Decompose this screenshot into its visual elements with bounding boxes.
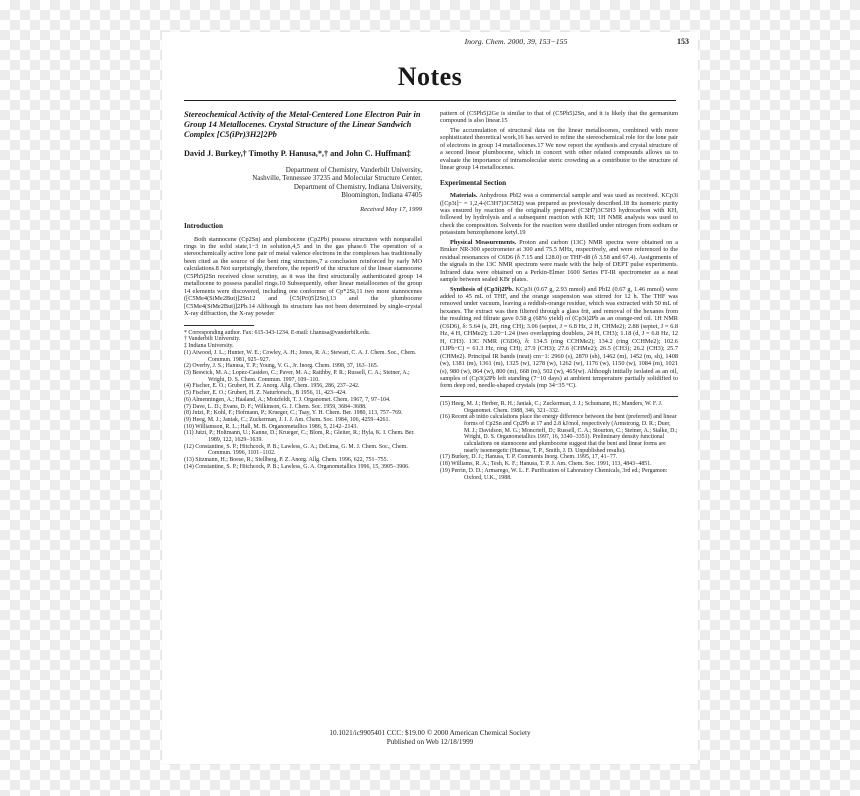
affiliation-line: Department of Chemistry, Indiana University, bbox=[293, 182, 422, 191]
run-in-heading: Materials. bbox=[450, 192, 478, 200]
reference-item: (3) Beswick, M. A.; Lopez-Casideo, C.; Paver, M. A.; Raithby, P. R.; Russell, C. A.; Steiner, A.; Wright, D. S. Chem. Commun. 1997, 109−110. bbox=[184, 370, 410, 383]
introduction-paragraph: Both stannocene (Cp2Sn) and plumbocene (Cp2Pb) possess structures with nonparallel rings in the solid state,1−3 in solution,4,5 and in the gas phase.6 The operation of a stereochemically active lone pair of metal valence electrons in the complexes has traditionally been cited as the source of the bent ring structures,7 a conclusion reinforced by early MO calculations.8 Not surprisingly, therefore, the report9 of the structure of the linear stannocene (C5Ph5)2Sn received close scrutiny, as it was the first structurally authenticated group 14 metallocene to possess parallel rings.10 Subsequently, other linear metallocenes of the group 14 elements were discovered, including one conformer of Cp*2Si,11 two more stannocenes ([C5Me4(SiMe2But)]2Sn12 and [C5(Pri)5]2Sn),13 and the plumbocene [C5Me4(SiMe2But)]2Pb.14 Although its structure has not been determined by single-crystal X-ray diffraction, the X-ray powder bbox=[184, 235, 422, 318]
experimental-paragraph bbox=[440, 286, 678, 390]
article-title: Stereochemical Activity of the Metal-Centered Lone Electron Pair in Group 14 Metallocenes. Crystal Structure of the Linear Sandwich Complex [C5(iPr)3H2]2Pb bbox=[184, 110, 421, 140]
reference-item: (15) Heeg, M. J.; Herber, R. H.; Janiak, C.; Zuckerman, J. J.; Schumann, H.; Manders, W. F. J. Organomet. Chem. 1988, 346, 321−332. bbox=[440, 400, 663, 414]
paragraph-text: Proton and carbon (13C) NMR spectra were obtained on a Bruker NR-300 spectrometer at 300 and 75.5 MHz, respectively, and were referenced to the residual resonances of C6D6 (δ 7.15 and 128.0) or THF-d8 (δ 3.58 and 67.4). Assignments of the signals in the 13C NMR spectrum were made with the help of DEPT pulse experiments. Infrared data were obtained on a Perkin-Elmer 1600 Series FT-IR spectrometer as a neat sample between sealed KBr plates. bbox=[440, 238, 678, 284]
paragraph-text: Anhydrous PbI2 was a commercial sample and was used as received. KCp3i ([Cp3i]− = 1,2,4-(C3H7)3C5H2) was prepared as previously described.18 Its isomeric purity was ensured by reaction of the originally prepared (C3H7)3C5H3 hydrocarbon with KH, followed by hydrolysis and a subsequent reaction with KH; 1H NMR analysis was used to check the composition. Solvents for the reaction were distilled under nitrogen from sodium or potassium benzophenone ketyl.19 bbox=[440, 192, 678, 237]
footnote: * Corresponding author. Fax: 615-343-1234. E-mail: t.hanusa@vanderbilt.edu. bbox=[184, 329, 371, 336]
header-rule bbox=[184, 100, 676, 101]
reference-item: (18) Williams, R. A.; Tesh, K. F.; Hanusa, T. P. J. Am. Chem. Soc. 1991, 113, 4843−4851. bbox=[440, 461, 652, 468]
intro-paragraph: The accumulation of structural data on the linear metallocenes, combined with more sophisticated theoretical work,16 has served to refine the stereochemical role for the lone pair of electrons in group 14 metallocenes.17 We now report the synthesis and crystal structure of a second linear plumbocene, which in concert with other related compounds allows us to evaluate the importance of intramolecular steric crowding as a contributor to the structure of linear group 14 metallocenes. bbox=[440, 126, 678, 172]
reference-list-right bbox=[440, 401, 678, 481]
journal-page bbox=[162, 32, 698, 764]
reference-item: (7) Dave, L. D.; Evans, D. F.; Wilkinson, G. J. Chem. Soc. 1959, 3684−3688. bbox=[184, 403, 367, 410]
page-number: 153 bbox=[677, 37, 689, 46]
reference-list-left bbox=[184, 350, 422, 471]
running-head: Inorg. Chem. 2000, 39, 153−155 bbox=[464, 37, 568, 46]
introduction-heading: Introduction bbox=[184, 222, 224, 231]
reference-item: (11) Jutzi, P.; Holtmann, U.; Kanne, D.; Krueger, C.; Blom, R.; Gleiter, R.; Hyla, K. I. Chem. Ber. 1989, 122, 1629−1639. bbox=[184, 430, 415, 444]
footnote-rule bbox=[184, 325, 254, 326]
affiliation-line: Bloomington, Indiana 47405 bbox=[341, 191, 422, 200]
intro-continuation: pattern of (C5Ph5)2Ge is similar to that of (C5Ph5)2Sn, and it is likely that the germanium compound is also linear.15 bbox=[440, 110, 678, 125]
footnote: ‡ Indiana University. bbox=[184, 343, 234, 350]
reference-item: (5) Fischer, E. O.; Grubert, H. Z. Naturforsch., B 1956, 11, 423−424. bbox=[184, 390, 347, 397]
reference-item: (17) Burkey, D. J.; Hanusa, T. P. Comments Inorg. Chem. 1995, 17, 41−77. bbox=[440, 454, 618, 461]
affiliation-line: Nashville, Tennessee 37235 and Molecular Structure Center, bbox=[252, 174, 422, 183]
author-list: David J. Burkey,† Timothy P. Hanusa,*,† and John C. Huffman‡ bbox=[184, 148, 411, 158]
experimental-heading: Experimental Section bbox=[440, 178, 507, 187]
footnote: † Vanderbilt University. bbox=[184, 336, 241, 343]
reference-item: (12) Constantine, S. P.; Hitchcock, P. B.; Lawless, G. A.; DeLima, G. M. J. Chem. Soc., Chem. Commun. 1996, 1101−1102. bbox=[184, 443, 408, 457]
run-in-heading: Physical Measurements. bbox=[450, 238, 517, 246]
reference-item: (8) Jutzi, P.; Kohl, F.; Hofmann, P.; Krueger, C.; Tsay, Y. H. Chem. Ber. 1980, 113, 757−769. bbox=[184, 410, 403, 417]
section-label: Notes bbox=[397, 62, 463, 91]
reference-item: (1) Atwood, J. L.; Hunter, W. E.; Cowley, A. H.; Jones, R. A.; Stewart, C. A. J. Chem. Soc., Chem. Commun. 1981, 925−927. bbox=[184, 349, 417, 363]
reference-item: (6) Almenningen, A.; Haaland, A.; Motzfeldt, T. J. Organomet. Chem. 1967, 7, 97−104. bbox=[184, 396, 391, 403]
reference-item: (16) Recent ab initio calculations place the energy difference between the bent (preferred) and linear forms of Cp2Sn and Cp2Pb at 17 and 2.8 kJ/mol, respectively (Armstrong, D. R.; Duer, M. J.; Davidson, M. G.; Moncrieff, D.; Russell, C. A.; Stourton, C.; Steiner, A.; Stalke, D.; Wright, D. S. Organometallics 1997, 16, 3340−3351). Preliminary density functional calculations on stannocene and plumbocene suggest that the bent and linear forms are nearly isoenergetic (Hanusa, T. P., Smith, J. D. Unpublished results). bbox=[440, 414, 678, 454]
right-column bbox=[440, 110, 678, 481]
doi-line: 10.1021/ic9905401 CCC: $19.00 © 2000 American Chemical Society bbox=[329, 729, 531, 737]
paragraph-text: KCp3i (0.67 g, 2.93 mmol) and PbI2 (0.67 g, 1.46 mmol) were added to 45 mL of THF, and the orange suspension was stirred for 12 h. The THF was removed under vacuum, leaving a reddish-orange residue, which was extracted with 50 mL of hexanes. The extract was then filtered through a glass frit, and removal of the hexanes from the resulting red filtrate gave 0.58 g (68% yield) of (Cp3i)2Pb as an orange-red oil. 1H NMR (C6D6), δ: 5.64 (s, 2H, ring CH); 3.06 (septet, J = 6.8 Hz, 2 H, CHMe2); 2.88 (septet, J = 6.8 Hz, 4 H, CHMe2); 1.20−1.24 (two overlapping doublets, 24 H, CH3); 1.18 (d, J = 6.8 Hz, 12 H, CH3). 13C NMR (C6D6), δ: 134.5 (ring CCHMe2); 134.2 (ring CCHMe2); 102.6 (1JPb−C) = 61.3 Hz, ring CH); 27.9 (CH3); 27.6 (CHMe2); 26.5 (CH3); 26.2 (CH3); 25.7 (CHMe2). Principal IR bands (neat) cm−1: 2960 (s), 2870 (sh), 1462 (m), 1452 (m, sh), 1408 (w), 1381 (m), 1361 (m), 1325 (w), 1278 (w), 1262 (w), 1176 (w), 1150 (w), 1084 (m), 1021 (s), 980 (w), 864 (w), 800 (m), 668 (m), 502 (w), 465(w). Although initially isolated as an oil, samples of (Cp3i)2Pb left standing (7−10 days) at ambient temperature partially solidified to form deep red, needle-shaped crystals (mp 34−35 °C). bbox=[440, 285, 678, 390]
reference-item: (2) Overby, J. S.; Hanusa, T. P.; Young, V. G., Jr. Inorg. Chem. 1998, 37, 163−165. bbox=[184, 363, 379, 370]
received-date: Received May 17, 1999 bbox=[360, 205, 422, 213]
reference-item: (14) Constantine, S. P.; Hitchcock, P. B.; Lawless, G. A. Organometallics 1996, 15, 3905−3906. bbox=[184, 463, 410, 470]
reference-item: (13) Sitzmann, H.; Boese, R.; Stellberg, P. Z. Anorg. Allg. Chem. 1996, 622, 751−755. bbox=[184, 457, 389, 464]
published-line: Published on Web 12/18/1999 bbox=[386, 737, 474, 746]
reference-item: (4) Fischer, E. O.; Grubert, H. Z. Anorg. Allg. Chem. 1956, 286, 237−242. bbox=[184, 383, 360, 390]
left-column bbox=[184, 110, 422, 471]
reference-item: (19) Perrin, D. D.; Armarego, W. L. F. Purification of Laboratory Chemicals, 3rd ed.; Pergamon: Oxford, U.K., 1988. bbox=[440, 467, 668, 481]
reference-item: (9) Heeg, M. J.; Janiak, C.; Zuckerman, J. J. J. Am. Chem. Soc. 1984, 106, 4259−4261. bbox=[184, 416, 390, 423]
reference-separator bbox=[440, 396, 678, 397]
run-in-heading: Synthesis of (Cp3i)2Pb. bbox=[450, 285, 514, 293]
reference-item: (10) Williamson, R. L.; Hall, M. B. Organometallics 1986, 5, 2142−2143. bbox=[184, 423, 358, 430]
experimental-paragraph bbox=[440, 192, 678, 237]
affiliations bbox=[184, 166, 422, 200]
affiliation-line: Department of Chemistry, Vanderbilt University, bbox=[285, 165, 422, 174]
page-footer bbox=[162, 729, 698, 746]
experimental-paragraph bbox=[440, 239, 678, 284]
